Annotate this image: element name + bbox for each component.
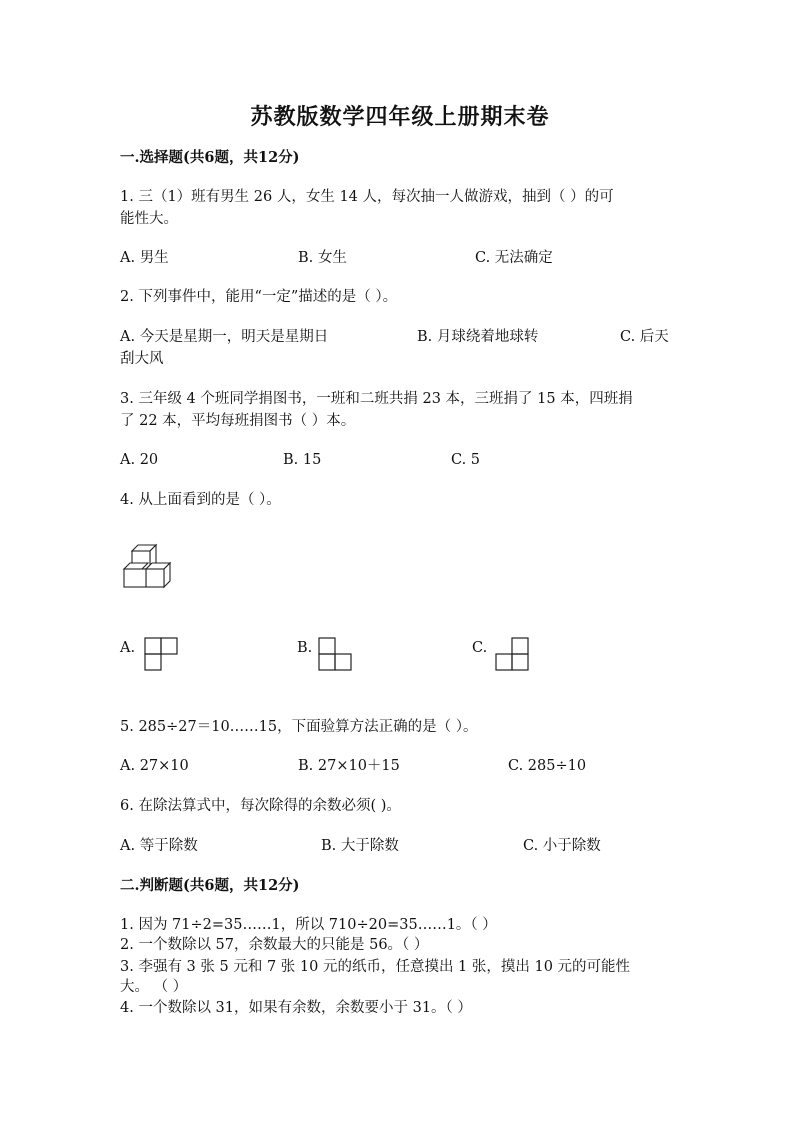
judgement-4-text: 4. 一个数除以 31，如果有余数，余数要小于 31。（ ） bbox=[120, 1000, 472, 1016]
question-4-option-c[interactable]: C. bbox=[472, 640, 488, 656]
option-c-top-view-icon bbox=[494, 636, 530, 672]
cube-stack-figure bbox=[120, 543, 182, 589]
question-5-option-b[interactable]: B. 27×10＋15 bbox=[298, 758, 400, 774]
question-5-option-a[interactable]: A. 27×10 bbox=[120, 758, 189, 774]
question-3-text-cont: 了 22 本，平均每班捐图书（ ）本。 bbox=[120, 413, 356, 429]
section-heading-choice: 一.选择题(共6题，共12分) bbox=[120, 149, 300, 166]
question-4-option-a[interactable]: A. bbox=[120, 640, 136, 656]
question-4-option-b[interactable]: B. bbox=[297, 640, 313, 656]
question-5-text: 5. 285÷27＝10……15，下面验算方法正确的是（ ）。 bbox=[120, 719, 478, 735]
question-1-option-b[interactable]: B. 女生 bbox=[298, 250, 347, 266]
question-4-text: 4. 从上面看到的是（ ）。 bbox=[120, 492, 281, 508]
question-6-option-b[interactable]: B. 大于除数 bbox=[321, 838, 399, 854]
question-6-text: 6. 在除法算式中，每次除得的余数必须( )。 bbox=[120, 798, 401, 814]
question-3-option-c[interactable]: C. 5 bbox=[451, 452, 481, 468]
question-6-option-a[interactable]: A. 等于除数 bbox=[120, 838, 198, 854]
judgement-3-text: 3. 李强有 3 张 5 元和 7 张 10 元的纸币，任意摸出 1 张，摸出 10 元的可能性 bbox=[120, 959, 631, 975]
judgement-3-text-cont: 大。 （ ） bbox=[120, 979, 188, 995]
judgement-1-text: 1. 因为 71÷2=35……1，所以 710÷20=35……1。（ ） bbox=[120, 917, 497, 933]
option-a-top-view-icon bbox=[143, 636, 179, 672]
question-2-option-c-cont: 刮大风 bbox=[120, 351, 164, 367]
question-3-option-a[interactable]: A. 20 bbox=[120, 452, 159, 468]
question-3-text: 3. 三年级 4 个班同学捐图书，一班和二班共捐 23 本，三班捐了 15 本，四班捐 bbox=[120, 391, 633, 407]
question-3-option-b[interactable]: B. 15 bbox=[283, 452, 322, 468]
question-2-option-a[interactable]: A. 今天是星期一，明天是星期日 bbox=[120, 329, 329, 345]
question-2-text: 2. 下列事件中，能用“一定”描述的是（ ）。 bbox=[120, 289, 398, 305]
question-1-option-a[interactable]: A. 男生 bbox=[120, 250, 169, 266]
question-2-option-b[interactable]: B. 月球绕着地球转 bbox=[417, 329, 539, 345]
question-6-option-c[interactable]: C. 小于除数 bbox=[523, 838, 601, 854]
judgement-2-text: 2. 一个数除以 57，余数最大的只能是 56。（ ） bbox=[120, 937, 429, 953]
question-5-option-c[interactable]: C. 285÷10 bbox=[508, 758, 587, 774]
page-title: 苏教版数学四年级上册期末卷 bbox=[250, 104, 550, 130]
option-b-top-view-icon bbox=[317, 636, 353, 672]
question-1-option-c[interactable]: C. 无法确定 bbox=[475, 250, 553, 266]
question-1-text-cont: 能性大。 bbox=[120, 211, 178, 227]
section-heading-judgement: 二.判断题(共6题，共12分) bbox=[120, 877, 300, 894]
question-2-option-c[interactable]: C. 后天 bbox=[620, 329, 669, 345]
question-1-text: 1. 三（1）班有男生 26 人，女生 14 人，每次抽一人做游戏，抽到（ ）的可 bbox=[120, 189, 614, 205]
